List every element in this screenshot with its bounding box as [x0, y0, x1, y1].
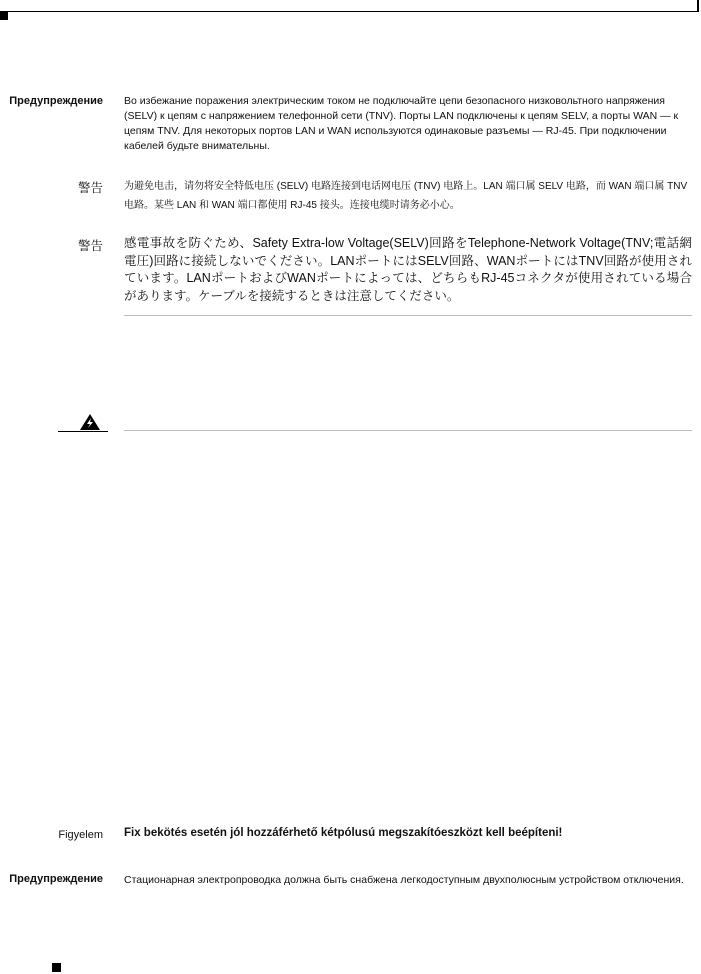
note-text-hungarian: Fix bekötés esetén jól hozzáférhető kétpólusú megszakítóeszközt kell beépíteni! — [124, 827, 563, 839]
note-label-russian: Предупреждение — [9, 873, 103, 885]
warning-text-japanese: 感電事故を防ぐため、Safety Extra-low Voltage(SELV)回路をTelephone-Network Voltage(TNV;電話網電圧)回路に接続しないでください。LANポートにはSELV回路、WANポートにはTNV回路が使用されています。LANポートおよびWANポートによっては、どちらもRJ-45コネクタが使用されている場合があります。ケーブルを接続するときは注意してください。 — [124, 236, 692, 303]
header-rule — [0, 11, 697, 12]
header-tick — [697, 0, 699, 12]
warning-icon — [79, 413, 101, 431]
warning-label-russian: Предупреждение — [9, 95, 103, 107]
section-divider — [124, 315, 692, 316]
note-text-russian: Стационарная электропроводка должна быть снабжена легкодоступным двухполюсным устройством отключения. — [124, 874, 684, 886]
warning-label-chinese: 警告 — [77, 181, 103, 195]
warning-text-russian: Во избежание поражения электрическим током не подключайте цепи безопасного низковольтного напряжения (SELV) к цепям с напряжением телефонной сети (TNV). Порты LAN подключены к цепям SELV, а порты WAN — к цепям TNV. Для некоторых портов LAN и WAN используются одинаковые разъемы — RJ-45. При подключении кабелей будьте внимательны. — [124, 95, 679, 152]
note-label-hungarian: Figyelem — [58, 829, 103, 841]
warning-icon-underline — [58, 431, 108, 432]
warning-section-rule — [124, 430, 692, 431]
warning-text-chinese: 为避免电击，请勿将安全特低电压 (SELV) 电路连接到电话网电压 (TNV) 电路上。LAN 端口属 SELV 电路，而 WAN 端口属 TNV 电路。某些 LAN 和 WAN 端口都使用 RJ-45 接头。连接电缆时请务必小心。 — [124, 181, 688, 211]
footer-marker — [52, 963, 61, 972]
header-marker — [0, 12, 8, 20]
warning-label-japanese: 警告 — [77, 239, 103, 253]
